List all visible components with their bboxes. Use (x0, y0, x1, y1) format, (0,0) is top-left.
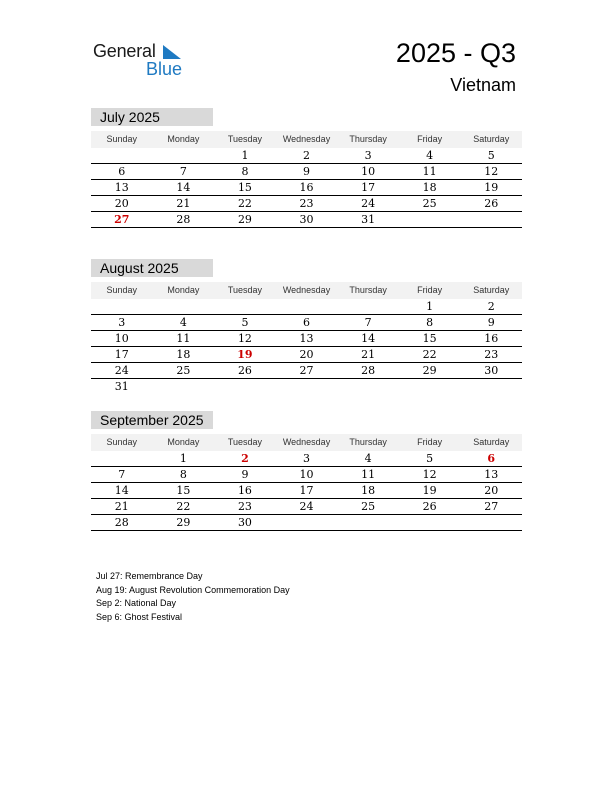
day-cell: 31 (114, 380, 129, 393)
day-cell: 28 (361, 364, 376, 377)
empty-day-cell (91, 299, 153, 314)
empty-day-cell (460, 515, 522, 530)
day-cell: 28 (176, 213, 191, 226)
weekday-label: Sunday (106, 285, 138, 295)
day-cell: 9 (241, 468, 249, 481)
empty-day-cell (460, 212, 522, 227)
holiday-notes (96, 570, 290, 624)
day-cell: 16 (484, 332, 499, 345)
weekday-label: Saturday (473, 437, 510, 447)
day-cell: 10 (299, 468, 314, 481)
weekday-label: Wednesday (282, 285, 331, 295)
month-september (91, 411, 522, 531)
day-cell: 20 (484, 484, 499, 497)
day-cell: 15 (422, 332, 437, 345)
day-cell: 6 (118, 165, 126, 178)
day-cell: 2 (487, 300, 495, 313)
page-title: 2025 - Q3 (395, 38, 516, 68)
day-cell: 3 (118, 316, 126, 329)
day-cell: 17 (361, 181, 376, 194)
logo-general-text: General (93, 41, 156, 61)
day-cell: 10 (114, 332, 129, 345)
day-cell: 7 (364, 316, 372, 329)
day-cell: 27 (299, 364, 314, 377)
holiday-note: Aug 19: August Revolution Commemoration Day (96, 584, 290, 595)
week-row (91, 299, 522, 315)
weekday-label: Thursday (349, 285, 387, 295)
day-cell: 8 (426, 316, 434, 329)
day-cell: 7 (118, 468, 126, 481)
day-cell: 2 (303, 149, 311, 162)
week-row (91, 347, 522, 363)
day-cell: 24 (114, 364, 129, 377)
weekday-label: Wednesday (282, 437, 331, 447)
weekday-label: Monday (167, 134, 200, 144)
day-cell: 30 (299, 213, 314, 226)
weekday-label: Friday (417, 437, 443, 447)
weekday-label: Friday (417, 285, 443, 295)
day-cell: 26 (237, 364, 252, 377)
weekday-header-row (91, 282, 522, 299)
day-cell: 9 (303, 165, 311, 178)
day-cell: 26 (484, 197, 499, 210)
empty-day-cell (91, 148, 153, 163)
day-cell: 29 (176, 516, 191, 529)
weekday-label: Wednesday (282, 134, 331, 144)
weekday-label: Sunday (106, 437, 138, 447)
weekday-label: Sunday (106, 134, 138, 144)
week-row (91, 363, 522, 379)
weekday-header-row (91, 131, 522, 148)
empty-day-cell (276, 379, 338, 395)
day-cell: 17 (114, 348, 129, 361)
day-cell: 23 (237, 500, 252, 513)
country-name: Vietnam (450, 75, 516, 95)
week-row (91, 212, 522, 228)
day-cell: 16 (299, 181, 314, 194)
empty-day-cell (337, 515, 399, 530)
week-row (91, 148, 522, 164)
day-cell: 21 (361, 348, 376, 361)
month-label: July 2025 (91, 108, 213, 126)
day-cell: 18 (361, 484, 376, 497)
day-cell: 11 (361, 468, 376, 481)
day-cell: 5 (241, 316, 249, 329)
day-cell: 2 (241, 452, 249, 465)
day-cell: 29 (422, 364, 437, 377)
day-cell: 1 (426, 300, 434, 313)
holiday-note: Jul 27: Remembrance Day (96, 571, 203, 581)
day-cell: 9 (487, 316, 495, 329)
day-cell: 3 (303, 452, 311, 465)
empty-day-cell (91, 451, 153, 466)
day-cell: 28 (114, 516, 129, 529)
day-cell: 7 (179, 165, 187, 178)
empty-day-cell (399, 379, 461, 395)
logo (93, 41, 193, 81)
day-cell: 10 (361, 165, 376, 178)
day-cell: 1 (241, 149, 249, 162)
empty-day-cell (337, 379, 399, 395)
empty-day-cell (399, 212, 461, 227)
day-cell: 5 (487, 149, 495, 162)
day-cell: 14 (114, 484, 129, 497)
day-cell: 29 (237, 213, 252, 226)
month-august (91, 259, 522, 395)
week-row (91, 467, 522, 483)
day-cell: 23 (299, 197, 314, 210)
day-cell: 24 (299, 500, 314, 513)
day-cell: 14 (176, 181, 191, 194)
empty-day-cell (153, 379, 215, 395)
day-cell: 22 (237, 197, 252, 210)
day-cell: 11 (422, 165, 437, 178)
day-cell: 5 (426, 452, 434, 465)
month-label: August 2025 (91, 259, 213, 277)
day-cell: 12 (484, 165, 499, 178)
empty-day-cell (337, 299, 399, 314)
day-cell: 19 (422, 484, 437, 497)
day-cell: 23 (484, 348, 499, 361)
weekday-label: Monday (167, 285, 200, 295)
day-cell: 27 (114, 213, 130, 226)
day-cell: 17 (299, 484, 314, 497)
weekday-label: Monday (167, 437, 200, 447)
week-row (91, 315, 522, 331)
day-cell: 22 (176, 500, 191, 513)
weekday-label: Tuesday (227, 134, 263, 144)
holiday-note: Sep 2: National Day (96, 598, 177, 608)
day-cell: 30 (237, 516, 252, 529)
day-cell: 20 (114, 197, 129, 210)
empty-day-cell (276, 515, 338, 530)
weekday-label: Thursday (349, 437, 387, 447)
day-cell: 11 (176, 332, 191, 345)
weekday-label: Tuesday (227, 285, 263, 295)
day-cell: 18 (176, 348, 191, 361)
day-cell: 12 (422, 468, 437, 481)
empty-day-cell (214, 299, 276, 314)
day-cell: 4 (364, 452, 372, 465)
day-cell: 30 (484, 364, 499, 377)
week-row (91, 451, 522, 467)
day-cell: 15 (237, 181, 252, 194)
day-cell: 24 (361, 197, 376, 210)
day-cell: 16 (237, 484, 252, 497)
logo-blue-text: Blue (146, 59, 183, 79)
empty-day-cell (153, 148, 215, 163)
day-cell: 4 (426, 149, 434, 162)
weekday-label: Saturday (473, 285, 510, 295)
week-row (91, 379, 522, 395)
empty-day-cell (153, 299, 215, 314)
day-cell: 22 (422, 348, 437, 361)
day-cell: 6 (303, 316, 311, 329)
week-row (91, 196, 522, 212)
empty-day-cell (399, 515, 461, 530)
day-cell: 21 (114, 500, 129, 513)
day-cell: 13 (299, 332, 314, 345)
day-cell: 4 (179, 316, 187, 329)
month-july (91, 108, 522, 228)
day-cell: 3 (364, 149, 372, 162)
week-row (91, 164, 522, 180)
weekday-label: Tuesday (227, 437, 263, 447)
month-label: September 2025 (91, 411, 213, 429)
week-row (91, 515, 522, 531)
empty-day-cell (214, 379, 276, 395)
day-cell: 20 (299, 348, 314, 361)
day-cell: 19 (237, 348, 253, 361)
week-row (91, 499, 522, 515)
day-cell: 31 (361, 213, 376, 226)
day-cell: 18 (422, 181, 437, 194)
day-cell: 13 (484, 468, 499, 481)
logo-triangle-icon (161, 44, 183, 60)
empty-day-cell (460, 379, 522, 395)
day-cell: 14 (361, 332, 376, 345)
day-cell: 25 (176, 364, 191, 377)
day-cell: 1 (179, 452, 187, 465)
day-cell: 19 (484, 181, 499, 194)
empty-day-cell (276, 299, 338, 314)
day-cell: 26 (422, 500, 437, 513)
week-row (91, 331, 522, 347)
holiday-note: Sep 6: Ghost Festival (96, 611, 183, 622)
week-row (91, 483, 522, 499)
week-row (91, 180, 522, 196)
day-cell: 21 (176, 197, 191, 210)
day-cell: 8 (179, 468, 187, 481)
day-cell: 6 (487, 452, 496, 465)
weekday-header-row (91, 434, 522, 451)
weekday-label: Thursday (349, 134, 387, 144)
day-cell: 27 (484, 500, 499, 513)
day-cell: 15 (176, 484, 191, 497)
day-cell: 8 (241, 165, 249, 178)
weekday-label: Friday (417, 134, 443, 144)
day-cell: 12 (237, 332, 252, 345)
day-cell: 13 (114, 181, 129, 194)
weekday-label: Saturday (473, 134, 510, 144)
day-cell: 25 (422, 197, 437, 210)
day-cell: 25 (361, 500, 376, 513)
